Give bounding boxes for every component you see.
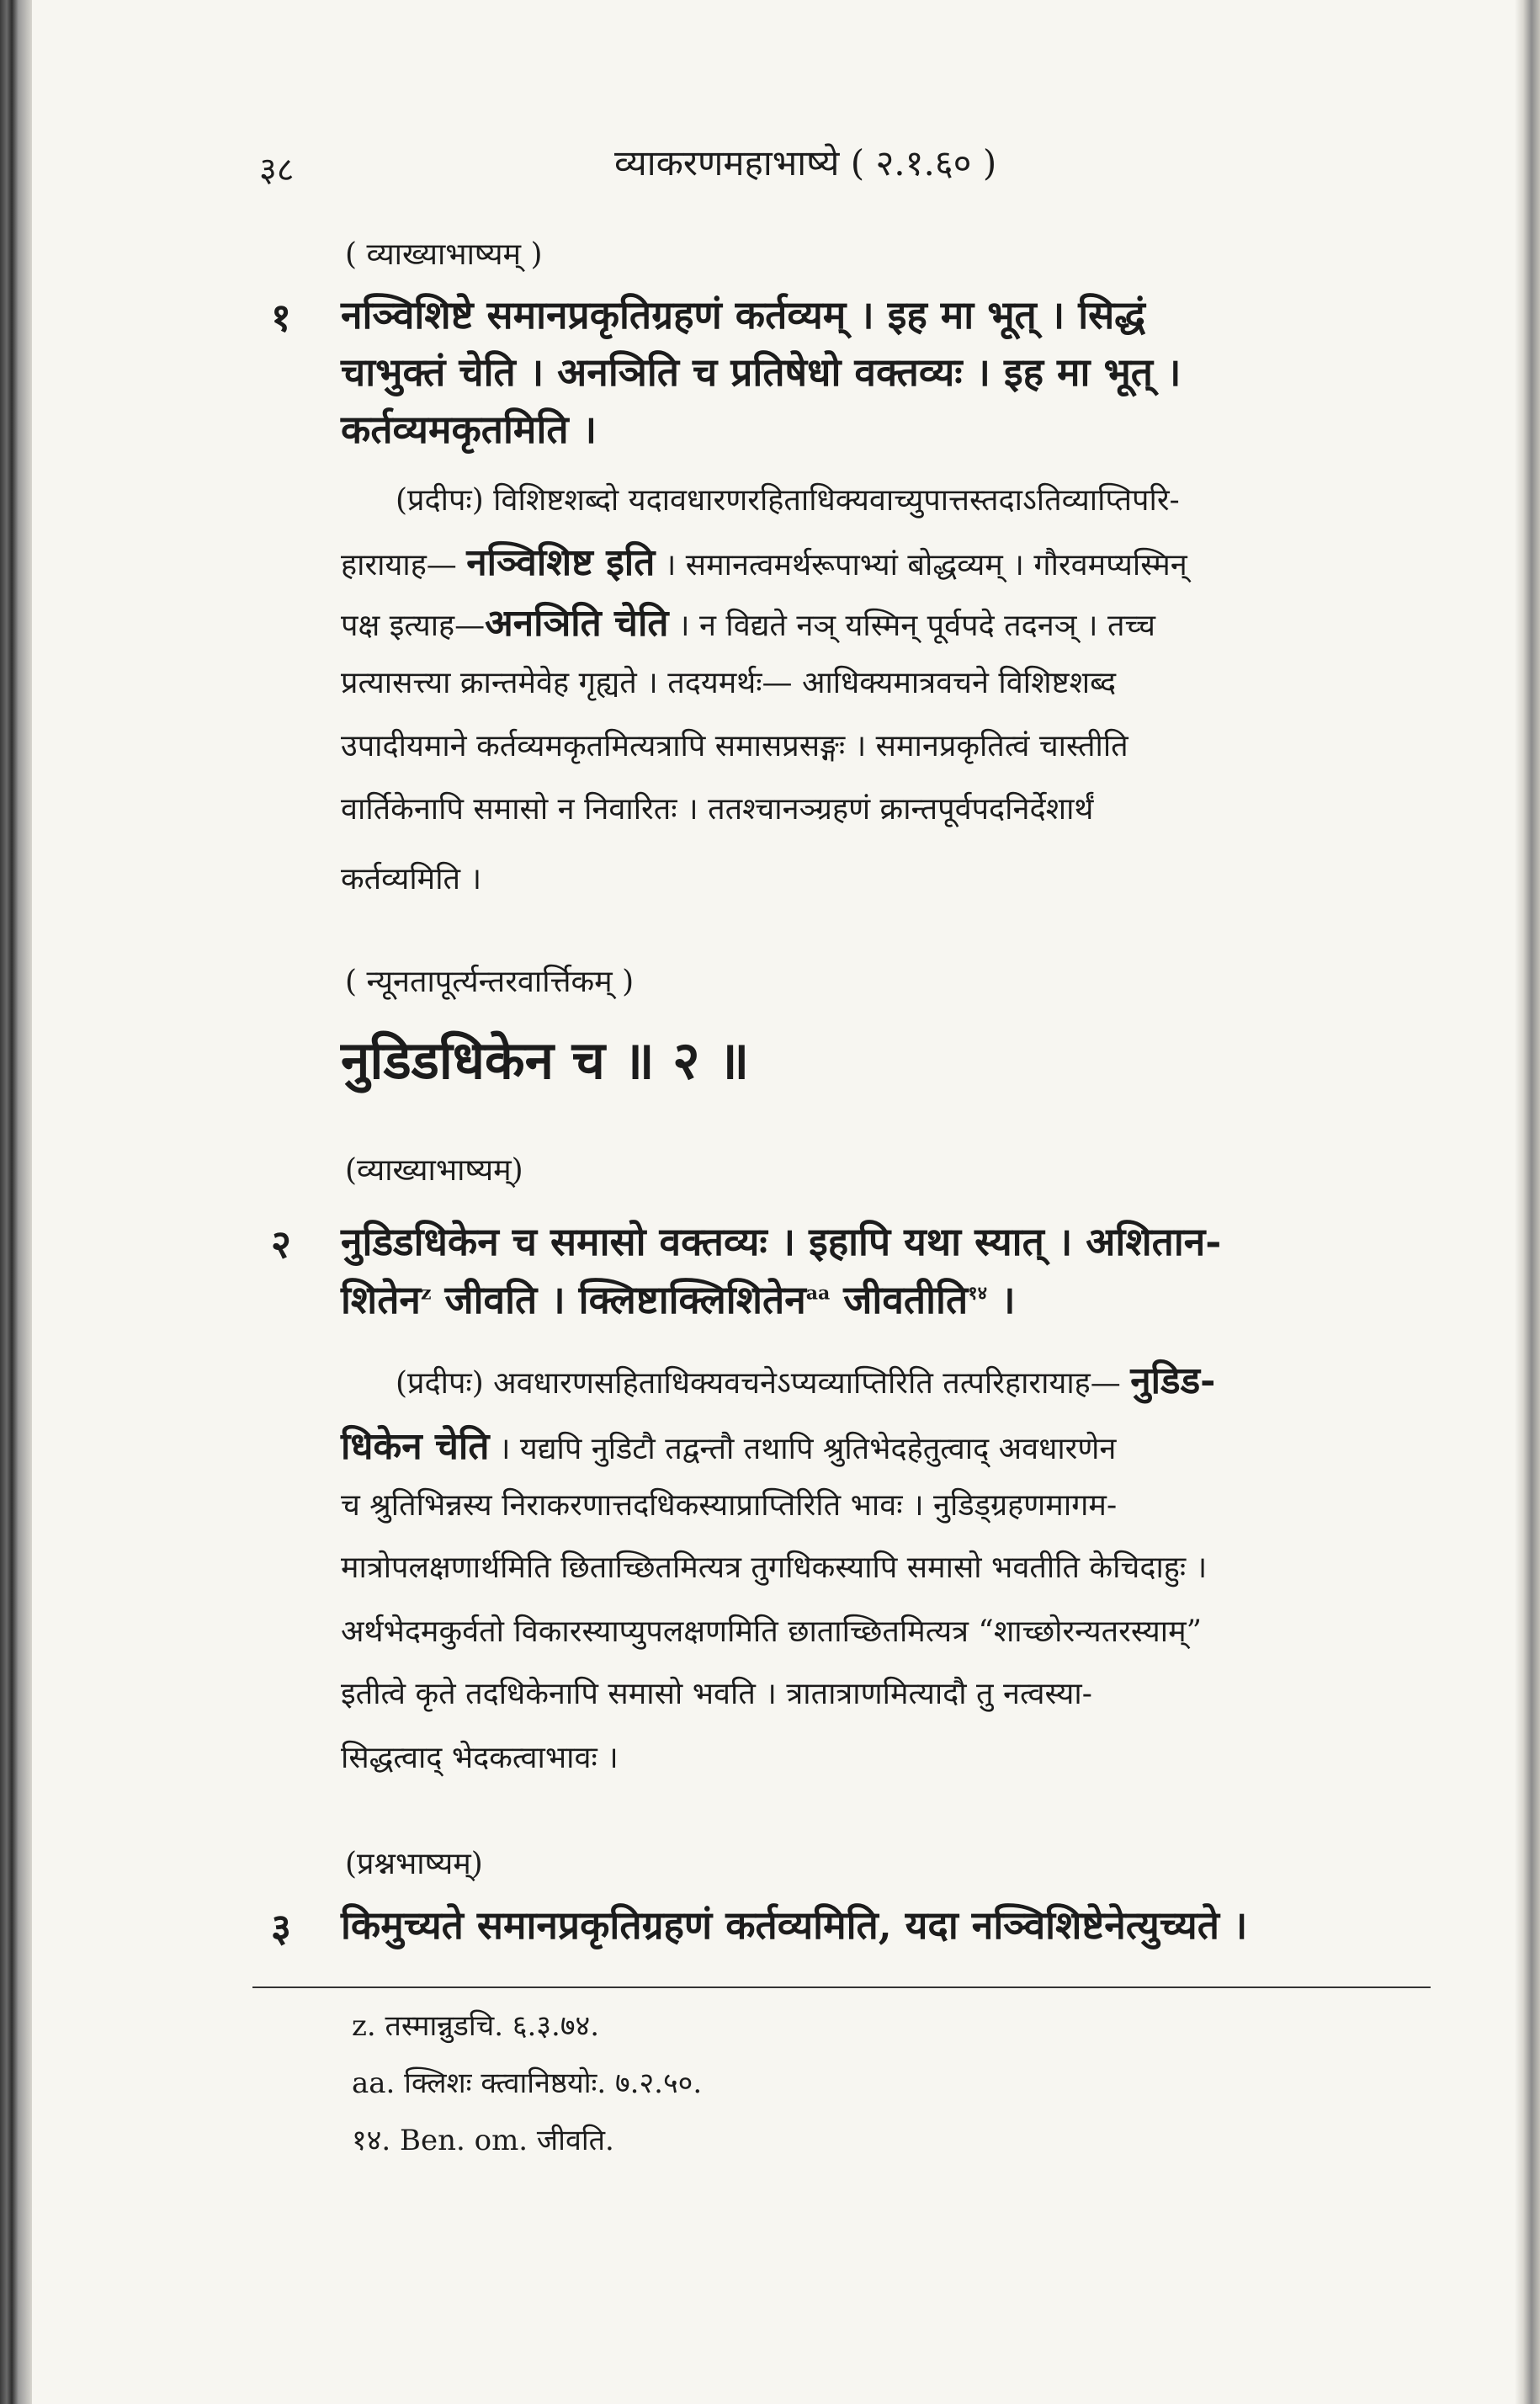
main-text-line: नुडिडधिकेन च समासो वक्तव्यः । इहापि यथा स्यात् । अशितान- — [341, 1219, 1222, 1264]
paragraph-number: १ — [271, 295, 291, 340]
commentary-emphasis: धिकेन चेति — [341, 1425, 490, 1468]
main-text-line: नञ्विशिष्टे समानप्रकृतिग्रहणं कर्तव्यम् । इह मा भूत् । सिद्धं — [341, 292, 1145, 338]
commentary-line: (प्रदीपः) विशिष्टशब्दो यदावधारणरहिताधिक्यवाच्युपात्तस्तदाऽतिव्याप्तिपरि- — [396, 483, 1180, 518]
section-heading: ( न्यूनतापूर्त्यन्तरवार्त्तिकम् ) — [345, 965, 635, 999]
commentary-line: पक्ष इत्याह—अनञिति चेति । न विद्यते नञ् यस्मिन् पूर्वपदे तदनञ् । तच्च — [341, 602, 1155, 645]
main-text-line: किमुच्यते समानप्रकृतिग्रहणं कर्तव्यमिति, यदा नञ्विशिष्टेनेत्युच्यते । — [341, 1902, 1248, 1948]
main-text-line: चाभुक्तं चेति । अनञिति च प्रतिषेधो वक्तव्यः । इह मा भूत् । — [341, 349, 1182, 395]
footnote: १४. Ben. om. जीवति. — [352, 2124, 614, 2157]
commentary-emphasis: नञ्विशिष्ट इति — [466, 541, 656, 584]
footnote: z. तस्मान्नुडचि. ६.३.७४. — [352, 2009, 599, 2043]
commentary-line: मात्रोपलक्षणार्थमिति छिताच्छितमित्यत्र तुगधिकस्यापि समासो भवतीति केचिदाहुः । — [341, 1550, 1208, 1585]
section-heading: (व्याख्याभाष्यम्) — [345, 1153, 523, 1188]
footnote-marker: aa — [805, 1282, 831, 1305]
main-text-line: शितेन$^z$ जीवति । क्लिष्टाक्लिशितेन$^{aa}$ जीवतीति$^{१४}$ । — [341, 1277, 1016, 1322]
page-number: ३८ — [259, 151, 295, 189]
footnote: aa. क्लिशः क्त्वानिष्ठयोः. ७.२.५०. — [352, 2066, 703, 2100]
footnote-marker: z — [420, 1282, 432, 1305]
main-text-line: कर्तव्यमकृतमिति । — [341, 407, 597, 452]
commentary-line: प्रत्यासत्त्या क्रान्तमेवेह गृह्यते । तदयमर्थः— आधिक्यमात्रवचने विशिष्टशब्द — [341, 666, 1117, 700]
footnote-marker: १४ — [968, 1282, 988, 1305]
commentary-line: उपादीयमाने कर्तव्यमकृतमित्यत्रापि समासप्रसङ्गः । समानप्रकृतित्वं चास्तीति — [341, 729, 1128, 763]
commentary-line: (प्रदीपः) अवधारणसहिताधिक्यवचनेऽप्यव्याप्तिरिति तत्परिहारायाह— नुडिड- — [396, 1359, 1216, 1402]
running-title: व्याकरणमहाभाष्ये ( २.१.६० ) — [614, 142, 997, 183]
book-spine-shadow — [0, 0, 32, 2404]
paragraph-number: ३ — [271, 1905, 291, 1950]
paragraph-number: २ — [271, 1221, 291, 1267]
page-edge-shadow — [1515, 0, 1540, 2404]
commentary-line: कर्तव्यमिति । — [341, 862, 482, 896]
commentary-line: वार्तिकेनापि समासो न निवारितः । ततश्चानञ्ग्रहणं क्रान्तपूर्वपदनिर्देशार्थं — [341, 792, 1094, 827]
varttika-text: नुडिडधिकेन च ॥ २ ॥ — [341, 1029, 750, 1091]
section-heading: (प्रश्नभाष्यम्) — [345, 1847, 483, 1881]
commentary-line: इतीत्वे कृते तदधिकेनापि समासो भवति । त्रातात्राणमित्यादौ तु नत्वस्या- — [341, 1677, 1092, 1711]
commentary-line: सिद्धत्वाद् भेदकत्वाभावः । — [341, 1741, 619, 1775]
commentary-line: अर्थभेदमकुर्वतो विकारस्याप्युपलक्षणमिति छाताच्छितमित्यत्र “शाच्छोरन्यतरस्याम्” — [341, 1614, 1203, 1649]
footnote-divider — [252, 1986, 1431, 1988]
commentary-line: हारायाह— नञ्विशिष्ट इति । समानत्वमर्थरूपाभ्यां बोद्धव्यम् । गौरवमप्यस्मिन् — [341, 541, 1187, 584]
commentary-line: धिकेन चेति । यद्यपि नुडिटौ तद्वन्तौ तथापि श्रुतिभेदहेतुत्वाद् अवधारणेन — [341, 1425, 1117, 1468]
commentary-emphasis: नुडिड- — [1130, 1359, 1216, 1402]
commentary-line: च श्रुतिभिन्नस्य निराकरणात्तदधिकस्याप्राप्तिरिति भावः । नुडिड्ग्रहणमागम- — [341, 1488, 1118, 1523]
commentary-emphasis: अनञिति चेति — [485, 602, 669, 645]
section-heading: ( व्याख्याभाष्यम् ) — [345, 237, 543, 272]
